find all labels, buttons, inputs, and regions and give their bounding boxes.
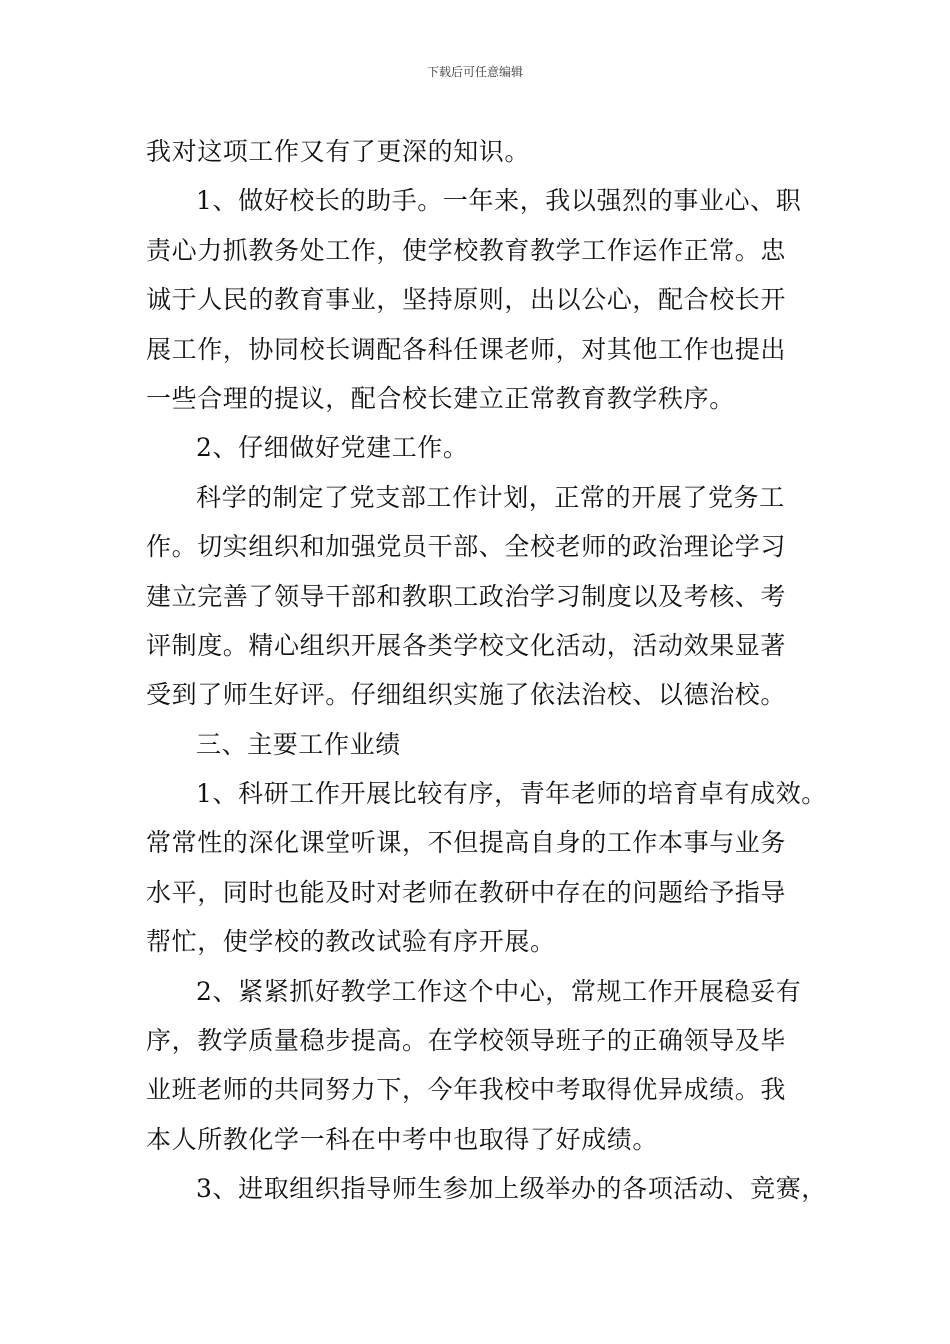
text-line: 3、进取组织指导师生参加上级举办的各项活动、竞赛， <box>196 1174 827 1204</box>
text-line: 评制度。精心组织开展各类学校文化活动，活动效果显著 <box>146 630 787 660</box>
text-line: 1、做好校长的助手。一年来，我以强烈的事业心、职 <box>196 186 802 216</box>
text-line: 常常性的深化课堂听课，不但提高自身的工作本事与业务 <box>146 828 787 858</box>
section-heading: 三、主要工作业绩 <box>196 729 401 759</box>
text-line: 诚于人民的教育事业，坚持原则，出以公心，配合校长开 <box>146 285 787 315</box>
text-line: 作。切实组织和加强党员干部、全校老师的政治理论学习 <box>146 532 787 562</box>
text-line: 一些合理的提议，配合校长建立正常教育教学秩序。 <box>146 383 735 413</box>
text-line: 建立完善了领导干部和教职工政治学习制度以及考核、考 <box>146 581 787 611</box>
text-line: 2、紧紧抓好教学工作这个中心，常规工作开展稳妥有 <box>196 976 802 1006</box>
text-line: 责心力抓教务处工作，使学校教育教学工作运作正常。忠 <box>146 235 787 265</box>
text-line: 帮忙，使学校的教改试验有序开展。 <box>146 927 556 957</box>
text-line: 水平，同时也能及时对老师在教研中存在的问题给予指导 <box>146 877 787 907</box>
body-text <box>146 127 827 1214</box>
text-line: 序，教学质量稳步提高。在学校领导班子的正确领导及毕 <box>146 1026 787 1056</box>
text-line: 展工作，协同校长调配各科任课老师，对其他工作也提出 <box>146 334 787 364</box>
text-line: 1、科研工作开展比较有序，青年老师的培育卓有成效。 <box>196 779 827 809</box>
page-header: 下载后可任意编辑 <box>426 65 523 79</box>
text-line: 本人所教化学一科在中考中也取得了好成绩。 <box>146 1124 659 1154</box>
text-line: 我对这项工作又有了更深的知识。 <box>146 137 531 166</box>
text-line: 2、仔细做好党建工作。 <box>196 433 469 463</box>
text-line: 业班老师的共同努力下，今年我校中考取得优异成绩。我 <box>146 1075 787 1105</box>
text-line: 科学的制定了党支部工作计划，正常的开展了党务工 <box>196 482 785 512</box>
text-line: 受到了师生好评。仔细组织实施了依法治校、以德治校。 <box>146 680 787 710</box>
